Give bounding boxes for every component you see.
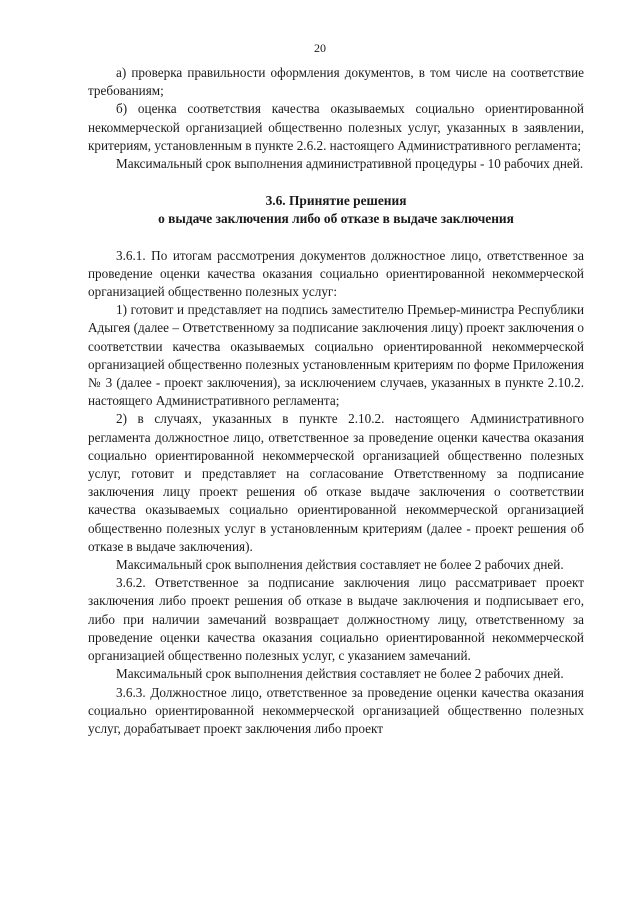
paragraph-item-2: 2) в случаях, указанных в пункте 2.10.2. настоящего Административного регламента должностное лицо, ответственное за проведение оценки качества оказания социально ориентированной некоммерческой организацией общественно полезных услуг, готовит и представляет на согласование Ответственному за подписание заключения лицу проект решения об отказе выдаче заключения о соответствии качества оказываемых социально ориентированной некоммерческой организацией общественно полезных услуг в установленным критериям (далее - проект решения об отказе в выдаче заключения). xyxy=(88,411,584,554)
paragraph-3-6-3: 3.6.3. Должностное лицо, ответственное за проведение оценки качества оказания социально ориентированной некоммерческой организацией общественно полезных услуг, дорабатывает проект заключения либо проект xyxy=(88,684,584,736)
section-heading xyxy=(88,192,584,228)
paragraph-3-6-1: 3.6.1. По итогам рассмотрения документов должностное лицо, ответственное за проведение оценки качества оказания социально ориентированной некоммерческой организацией общественно полезных услуг: xyxy=(88,247,584,300)
page-number: 20 xyxy=(314,41,326,55)
paragraph-deadline: Максимальный срок выполнения действия составляет не более 2 рабочих дней. xyxy=(116,557,564,573)
paragraph-item-a: а) проверка правильности оформления документов, в том числе на соответствие требованиям; xyxy=(88,65,584,99)
section-title-line1: 3.6. Принятие решения xyxy=(265,193,407,209)
document-body xyxy=(88,64,584,738)
paragraph-item-b: б) оценка соответствия качества оказываемых социально ориентированной некоммерческой организацией общественно полезных услуг, указанных в заявлении, критериям, установленным в пункте 2.6.2. настоящего Административного регламента; xyxy=(88,101,584,153)
paragraph-deadline: Максимальный срок выполнения административной процедуры - 10 рабочих дней. xyxy=(116,156,584,172)
paragraph-item-1: 1) готовит и представляет на подпись заместителю Премьер-министра Республики Адыгея (далее – Ответственному за подписание заключения лицу) проект заключения о соответствии качества оказываемых социально ориентированной некоммерческой организацией общественно полезных установленным критериям по форме Приложения № 3 (далее - проект заключения), за исключением случаев, указанных в пункте 2.10.2. настоящего Административного регламента; xyxy=(88,302,584,409)
section-title-line2: о выдаче заключения либо об отказе в выдаче заключения xyxy=(158,211,514,227)
paragraph-3-6-2: 3.6.2. Ответственное за подписание заключения лицо рассматривает проект заключения либо проект решения об отказе в выдаче заключения и подписывает его, либо при наличии замечаний возвращает должностному лицу, ответственному за проведение оценки качества оказания социально ориентированной некоммерческой организацией общественно полезных услуг, с указанием замечаний. xyxy=(88,575,584,664)
paragraph-deadline: Максимальный срок выполнения действия составляет не более 2 рабочих дней. xyxy=(116,666,564,682)
